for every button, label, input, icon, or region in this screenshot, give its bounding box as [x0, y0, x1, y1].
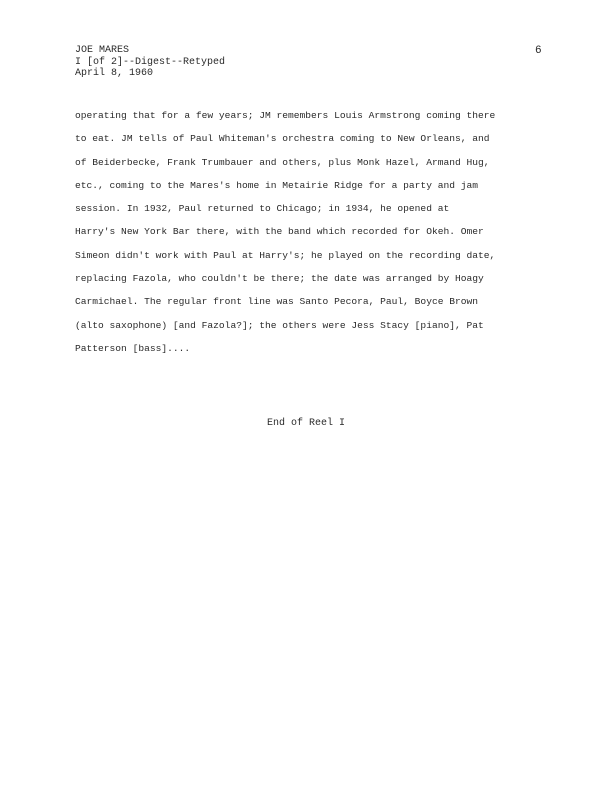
end-of-reel-marker: End of Reel I	[266, 418, 345, 429]
body-line: Patterson [bass]....	[75, 342, 191, 354]
body-line: Carmichael. The regular front line was Santo Pecora, Paul, Boyce Brown	[75, 296, 479, 308]
reel-info: I [of 2]--Digest--Retyped	[75, 56, 226, 68]
page-number: 6	[535, 45, 542, 57]
body-line: Harry's New York Bar there, with the band which recorded for Okeh. Omer	[75, 226, 484, 238]
body-line: operating that for a few years; JM remembers Louis Armstrong coming there	[75, 110, 496, 121]
page-header	[75, 45, 225, 80]
body-line: session. In 1932, Paul returned to Chicago; in 1934, he opened at	[75, 203, 450, 215]
interview-date: April 8, 1960	[75, 68, 154, 79]
body-line: (alto saxophone) [and Fazola?]; the others were Jess Stacy [piano], Pat	[75, 319, 484, 331]
body-text	[75, 104, 545, 360]
body-line: of Beiderbecke, Frank Trumbauer and others, plus Monk Hazel, Armand Hug,	[75, 156, 490, 168]
body-line: etc., coming to the Mares's home in Metairie Ridge for a party and jam	[75, 179, 479, 191]
body-line: to eat. JM tells of Paul Whiteman's orchestra coming to New Orleans, and	[75, 133, 490, 145]
interviewee-name: JOE MARES	[75, 45, 130, 56]
body-line: replacing Fazola, who couldn't be there; the date was arranged by Hoagy	[75, 273, 484, 285]
body-line: Simeon didn't work with Paul at Harry's; he played on the recording date,	[75, 249, 496, 261]
